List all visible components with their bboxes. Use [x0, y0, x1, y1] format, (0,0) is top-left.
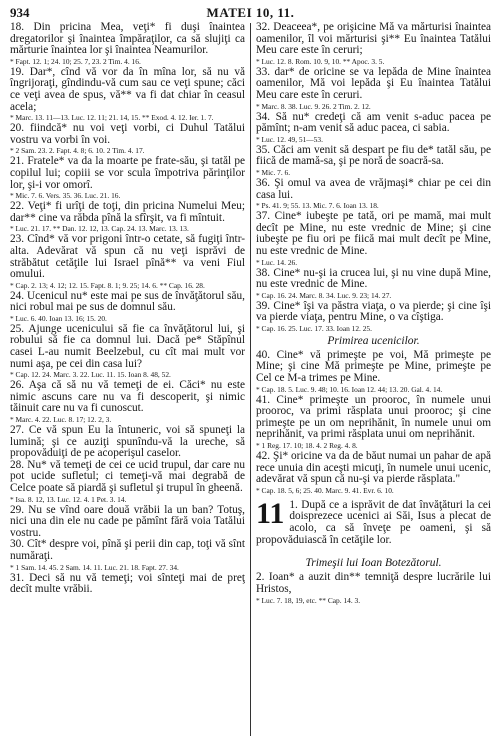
verse: 28. Nu* vă temeţi de cei ce ucid trupul, dar care nu pot ucide sufletul; ci temeţi-vă mai degrabă de Celce poate să piardă şi sufletul şi trupul în gheenă.	[10, 458, 245, 494]
chapter-opening	[256, 496, 491, 546]
cross-reference: * Marc. 8. 38. Luc. 9. 26. 2 Tim. 2. 12.	[256, 101, 371, 111]
cross-reference: * Fapt. 12. 1; 24. 10; 25. 7, 23. 2 Tim. 4. 16.	[10, 56, 141, 66]
verse: 38. Cine* nu-şi ia crucea lui, şi nu vine după Mine, nu este vrednic de Mine.	[256, 266, 491, 291]
cross-reference: * Mic. 7. 6. Vers. 35. 36. Luc. 21. 16.	[10, 191, 121, 201]
cross-reference: * Cap. 16. 24. Marc. 8. 34. Luc. 9. 23; 14. 27.	[256, 290, 392, 300]
column-divider	[250, 23, 251, 736]
cross-reference: * Cap. 16. 25. Luc. 17. 33. Ioan 12. 25.	[256, 323, 372, 333]
verse: 19. Dar*, cînd vă vor da în mîna lor, să nu vă îngrijoraţi, gîndindu-vă cum sau ce veţi spune; căci ce veţi avea de spus, vă** va fi dat chiar în ceasul acela;	[10, 65, 245, 113]
right-column	[256, 22, 491, 606]
verse: 25. Ajunge ucenicului să fie ca învăţătorul lui, şi robului să fie ca domnul lui. Dacă pe* Stăpînul casei L-au numit Beelzebul, cu cît mai mult vor numi aşa, pe cei din casa lui?	[10, 322, 245, 370]
cross-reference: * 1 Sam. 14. 45. 2 Sam. 14. 11. Luc. 21. 18. Fapt. 27. 34.	[10, 562, 179, 572]
verse: 29. Nu se vînd oare două vrăbii la un ban? Totuş, nici una din ele nu cade pe pămînt fără voia Tatălui vostru.	[10, 503, 245, 539]
cross-reference: * Luc. 21. 17. ** Dan. 12. 12, 13. Cap. 24. 13. Marc. 13. 13.	[10, 224, 189, 234]
cross-reference: * Marc. 13. 11—13. Luc. 12. 11; 21. 14, 15. ** Exod. 4. 12. Ier. 1. 7.	[10, 113, 214, 123]
verse: 33. dar* de oricine se va lepăda de Mine înaintea oamenilor, Mă voi lepăda şi Eu înaintea Tatălui Meu care este în ceruri.	[256, 65, 491, 101]
cross-reference: * Luc. 6. 40. Ioan 13. 16; 15. 20.	[10, 313, 107, 323]
verse: 18. Din pricina Mea, veţi* fi duşi înaintea dregatorilor şi înaintea împăraţilor, ca să slujiţi ca mărturie înaintea lor şi înaintea Neamurilor.	[10, 21, 245, 57]
cross-reference: * 1 Reg. 17. 10; 18. 4. 2 Reg. 4. 8.	[256, 441, 358, 451]
verse: 41. Cine* primeşte un prooroc, în numele unui prooroc, va primi răsplata unui prooroc; şi cine primeşte pe un om neprihănit, în numele unui om neprihănit, va primi răsplata unui om neprihănit.	[256, 393, 491, 441]
verse: 23. Cînd* vă vor prigoni într-o cetate, să fugiţi într-alta. Adevărat vă spun că nu veţi isprăvi de străbătut cetăţile lui Israel pînă** va veni Fiul omului.	[10, 233, 245, 281]
verse: 27. Ce vă spun Eu la întuneric, voi să spuneţi la lumină; şi ce auziţi spunîndu-vă la ureche, să propovăduiţi de pe acoperişul caselor.	[10, 424, 245, 460]
verse: 36. Şi omul va avea de vrăjmaşi* chiar pe cei din casa lui.	[256, 176, 491, 201]
cross-reference: * Luc. 14. 26.	[256, 257, 298, 267]
verse: 37. Cine* iubeşte pe tată, ori pe mamă, mai mult decît pe Mine, nu este vrednic de Mine; şi cine iubeşte pe fiu ori pe fiică mai mult decît pe Mine, nu este vrednic de Mine.	[256, 210, 491, 257]
verse: 26. Aşa că să nu vă temeţi de ei. Căci* nu este nimic ascuns care nu va fi descoperit, şi nimic tăinuit care nu va fi cunoscut.	[10, 379, 245, 415]
running-title: MATEI 10, 11.	[206, 5, 295, 20]
verse: 40. Cine* vă primeşte pe voi, Mă primeşte pe Mine; şi cine Mă primeşte pe Mine, primeşte pe Cel ce M-a trimes pe Mine.	[256, 348, 491, 385]
verse: 20. fiindcă* nu voi veţi vorbi, ci Duhul Tatălui vostru va vorbi în voi.	[10, 122, 245, 146]
cross-reference: * Cap. 12. 24. Marc. 3. 22. Luc. 11. 15. Ioan 8. 48, 52.	[10, 370, 171, 380]
verse: 30. Cît* despre voi, pînă şi perii din cap, toţi vă sînt număraţi.	[10, 538, 245, 562]
verse: 34. Să nu* credeţi că am venit s-aduc pacea pe pămînt; n-am venit să aduc pacea, ci sabia.	[256, 110, 491, 135]
verse: 35. Căci am venit să despart pe fiu de* tatăl său, pe fiică de mamă-sa, şi pe noră de soacră-sa.	[256, 143, 491, 168]
verse: 42. Şi* oricine va da de băut numai un pahar de apă rece unuia din aceşti micuţi, în numele unui ucenic, adevărat vă spun că nu-şi va pierde răsplata."	[256, 450, 491, 486]
page-number: 934	[10, 5, 30, 20]
cross-reference: * Luc. 12. 49, 51—53.	[256, 134, 323, 144]
cross-reference: * Mic. 7. 6.	[256, 167, 291, 177]
left-column	[10, 22, 245, 596]
page-header	[10, 4, 491, 22]
cross-reference: * Cap. 18. 5. Luc. 9. 48; 10. 16. Ioan 12. 44; 13. 20. Gal. 4. 14.	[256, 384, 443, 394]
cross-reference: * Luc. 7. 18, 19, etc. ** Cap. 14. 3.	[256, 595, 361, 605]
verse: 2. Ioan* a auzit din** temniţă despre lucrările lui Hristos,	[256, 571, 491, 596]
verse-text: 1. După ce a isprăvit de dat învăţături la cei doisprezece ucenici ai Săi, Isus a plecat de acolo, ca să înveţe pe oameni, şi să propovăduiască în cetăţile lor.	[256, 498, 491, 546]
cross-reference: * Ps. 41. 9; 55. 13. Mic. 7. 6. Ioan 13. 18.	[256, 201, 379, 211]
chapter-number: 11	[256, 496, 285, 530]
cross-reference: * Cap. 2. 13; 4. 12; 12. 15. Fapt. 8. 1; 9. 25; 14. 6. ** Cap. 16. 28.	[10, 280, 205, 290]
verse: 32. Deaceea*, pe orişicine Mă va mărturisi înaintea oamenilor, îl voi mărturisi şi** Eu înaintea Tatălui Meu care este în ceruri;	[256, 21, 491, 57]
verse: 39. Cine* îşi va păstra viaţa, o va pierde; şi cine îşi va pierde viaţa, pentru Mine, o va cîştiga.	[256, 299, 491, 324]
cross-reference: * 2 Sam. 23. 2. Fapt. 4. 8; 6. 10. 2 Tim. 4. 17.	[10, 146, 145, 156]
section-heading: Trimeşii lui Ioan Botezătorul.	[305, 557, 442, 570]
cross-reference: * Cap. 18. 5, 6; 25. 40. Marc. 9. 41. Evr. 6. 10.	[256, 485, 394, 495]
text-columns	[10, 22, 491, 740]
verse: 22. Veţi* fi urîţi de toţi, din pricina Numelui Meu; dar** cine va răbda pînă la sfîrşit, va fi mîntuit.	[10, 200, 245, 224]
cross-reference: * Isa. 8. 12, 13. Luc. 12. 4. 1 Pet. 3. 14.	[10, 494, 127, 504]
verse: 24. Ucenicul nu* este mai pe sus de învăţătorul său, nici robul mai pe sus de domnul său.	[10, 289, 245, 314]
cross-reference: * Marc. 4. 22. Luc. 8. 17; 12. 2, 3.	[10, 415, 112, 425]
section-heading: Primirea ucenicilor.	[327, 334, 420, 347]
verse: 21. Fratele* va da la moarte pe frate-său, şi tatăl pe copilul lui; copiii se vor scula împotriva părinţilor lor, şi-i vor omorî.	[10, 155, 245, 191]
cross-reference: * Luc. 12. 8. Rom. 10. 9, 10. ** Apoc. 3. 5.	[256, 56, 385, 66]
verse: 31. Deci să nu vă temeţi; voi sînteţi mai de preţ decît multe vrăbii.	[10, 571, 245, 596]
